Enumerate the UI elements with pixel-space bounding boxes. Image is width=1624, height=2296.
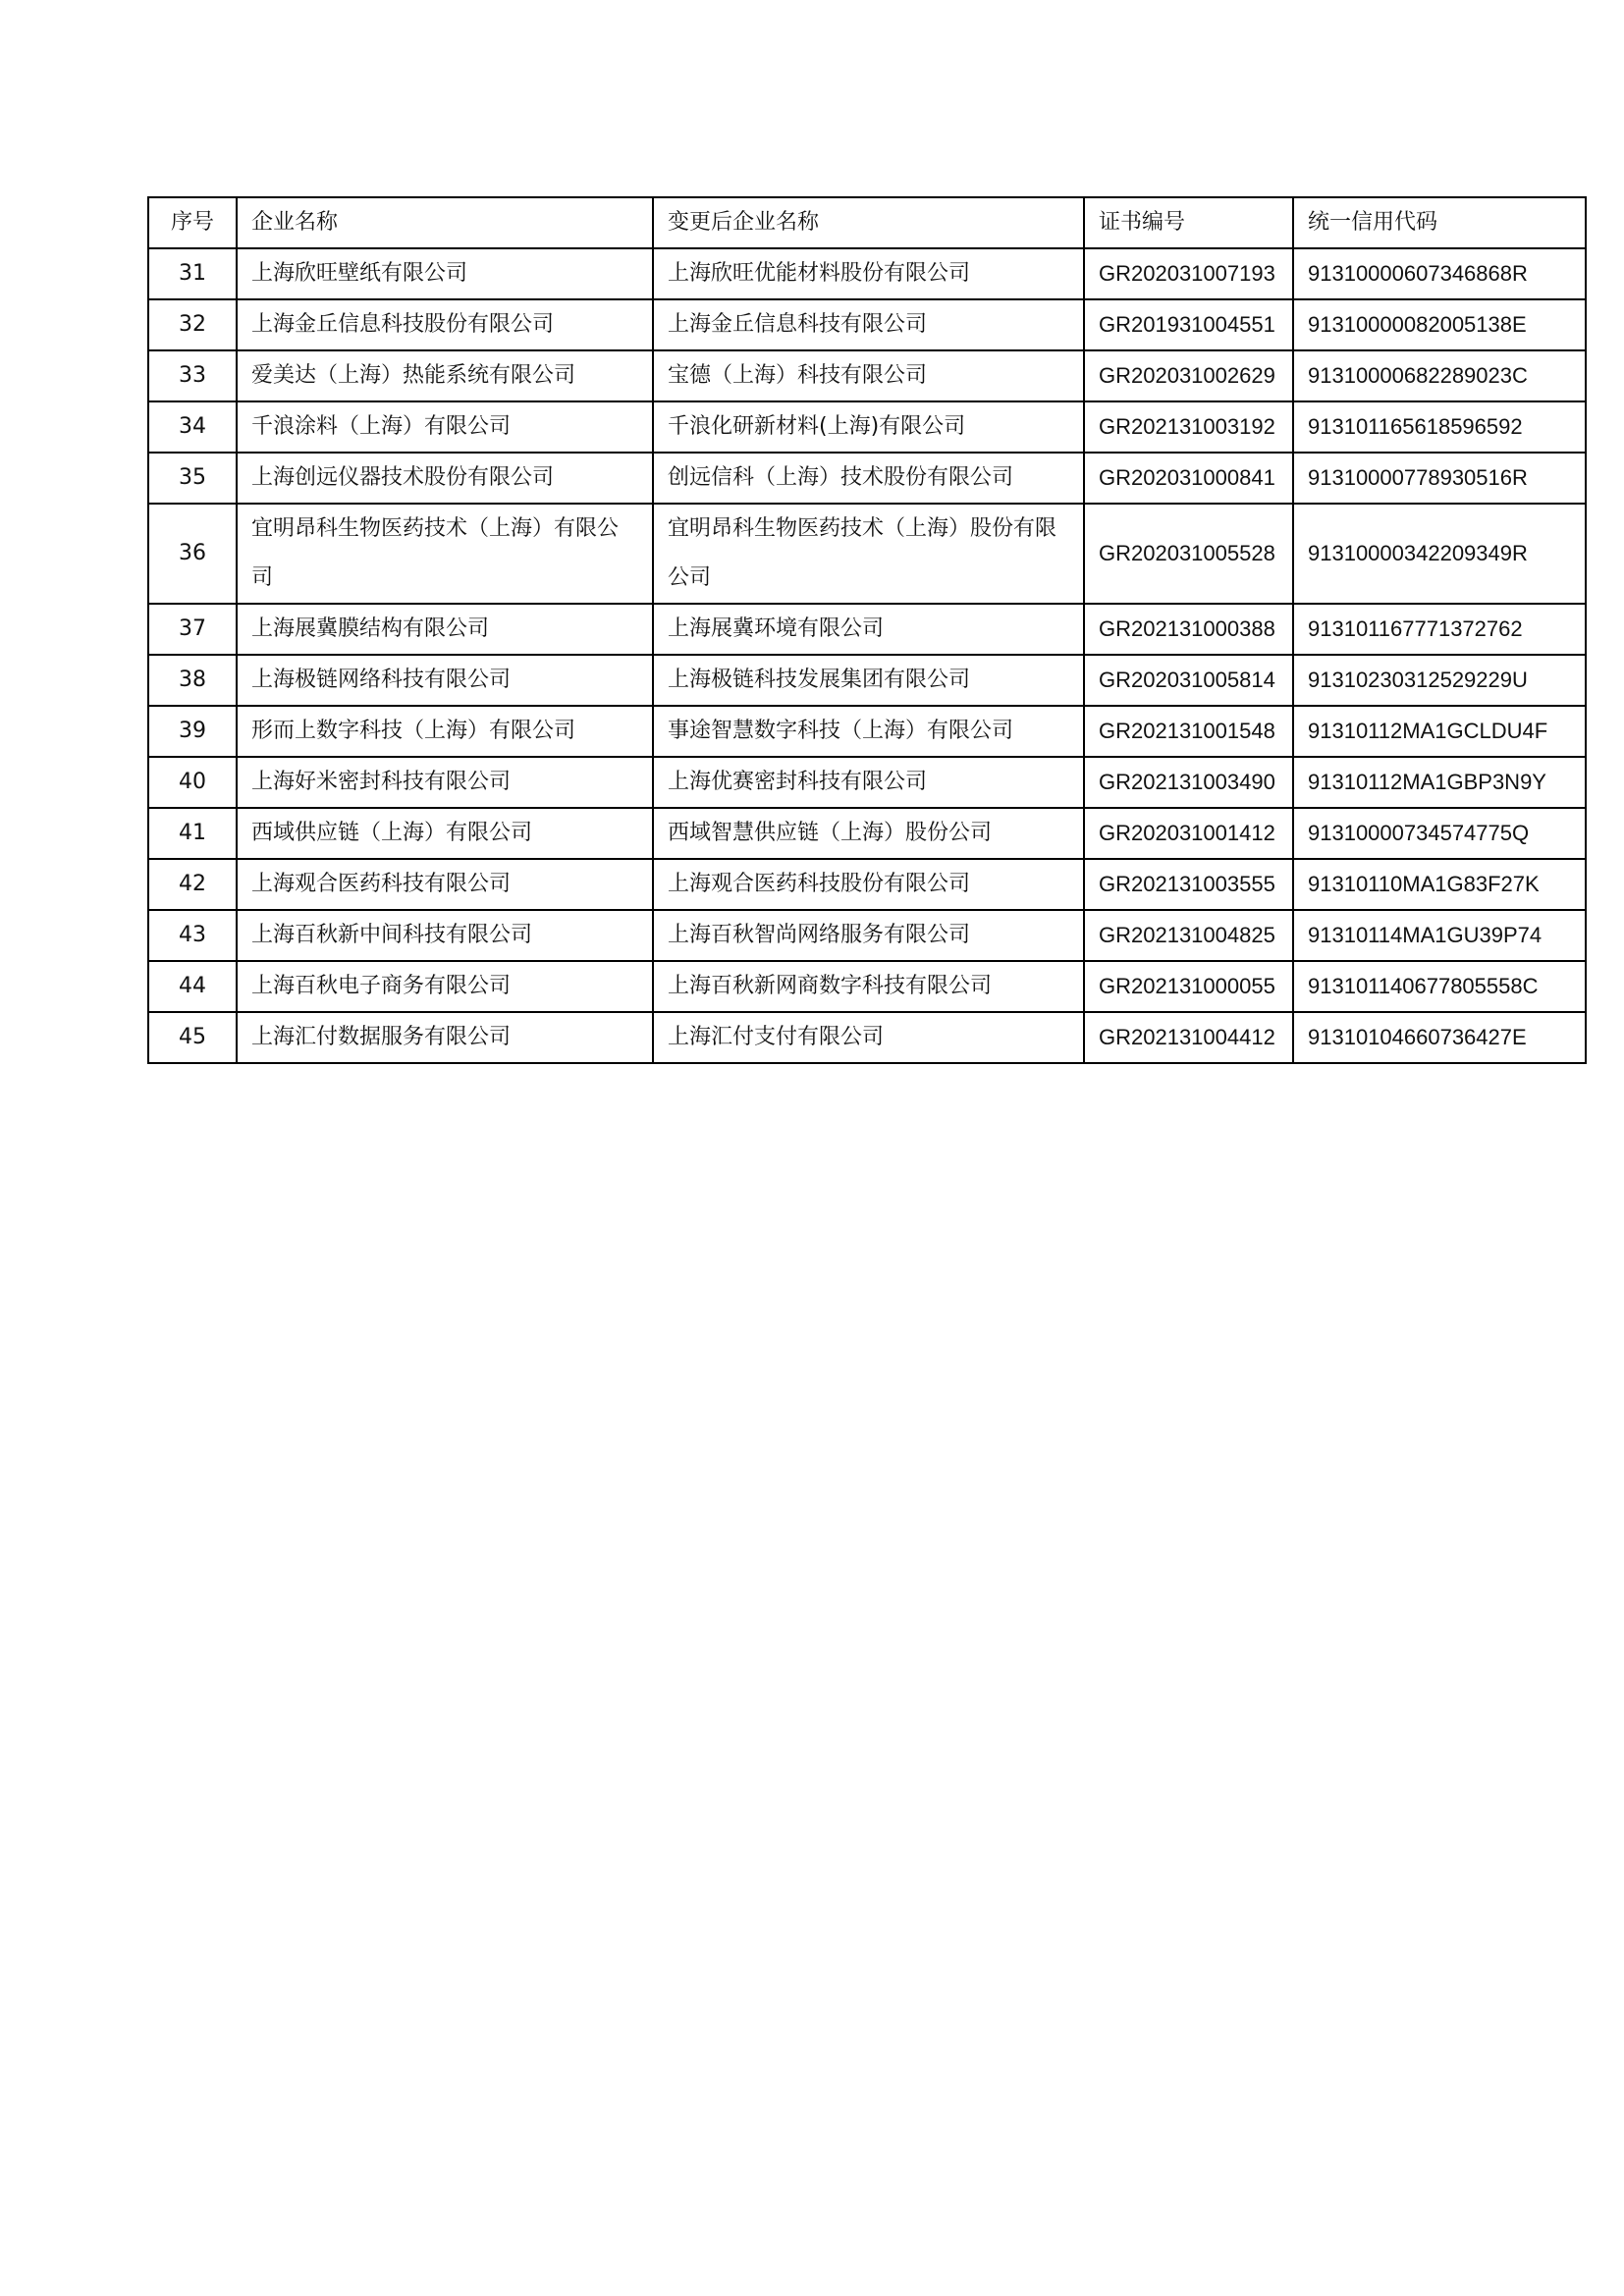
credit-code: 91310112MA1GCLDU4F [1293, 706, 1586, 757]
certificate-number: GR202031001412 [1084, 808, 1293, 859]
credit-code: 91310000342209349R [1293, 504, 1586, 604]
new-company-name: 上海汇付支付有限公司 [653, 1012, 1084, 1063]
header-new-company-name: 变更后企业名称 [653, 197, 1084, 248]
new-company-name: 上海极链科技发展集团有限公司 [653, 655, 1084, 706]
row-index: 33 [148, 350, 237, 401]
certificate-number: GR202131000388 [1084, 604, 1293, 655]
new-company-name: 西域智慧供应链（上海）股份公司 [653, 808, 1084, 859]
company-name: 形而上数字科技（上海）有限公司 [237, 706, 653, 757]
header-credit-code: 统一信用代码 [1293, 197, 1586, 248]
credit-code: 91310000734574775Q [1293, 808, 1586, 859]
header-certificate-number: 证书编号 [1084, 197, 1293, 248]
row-index: 31 [148, 248, 237, 299]
new-company-name: 上海欣旺优能材料股份有限公司 [653, 248, 1084, 299]
credit-code: 91310000082005138E [1293, 299, 1586, 350]
row-index: 34 [148, 401, 237, 453]
header-index: 序号 [148, 197, 237, 248]
credit-code: 91310000778930516R [1293, 453, 1586, 504]
table-row [148, 1012, 1586, 1063]
table-row [148, 859, 1586, 910]
company-name: 上海百秋电子商务有限公司 [237, 961, 653, 1012]
table-row [148, 504, 1586, 604]
new-company-name: 上海优赛密封科技有限公司 [653, 757, 1084, 808]
certificate-number: GR202031007193 [1084, 248, 1293, 299]
row-index: 39 [148, 706, 237, 757]
table-row [148, 453, 1586, 504]
table-row [148, 248, 1586, 299]
company-name: 宜明昂科生物医药技术（上海）有限公司 [237, 504, 653, 604]
credit-code: 91310110MA1G83F27K [1293, 859, 1586, 910]
company-name: 上海金丘信息科技股份有限公司 [237, 299, 653, 350]
company-name: 上海极链网络科技有限公司 [237, 655, 653, 706]
new-company-name: 上海百秋智尚网络服务有限公司 [653, 910, 1084, 961]
company-name: 上海观合医药科技有限公司 [237, 859, 653, 910]
new-company-name: 上海展冀环境有限公司 [653, 604, 1084, 655]
company-name: 上海百秋新中间科技有限公司 [237, 910, 653, 961]
credit-code: 91310230312529229U [1293, 655, 1586, 706]
credit-code: 91310112MA1GBP3N9Y [1293, 757, 1586, 808]
certificate-change-table [147, 196, 1587, 1064]
row-index: 38 [148, 655, 237, 706]
certificate-number: GR202131003192 [1084, 401, 1293, 453]
credit-code: 913101165618596592 [1293, 401, 1586, 453]
certificate-number: GR202031005814 [1084, 655, 1293, 706]
new-company-name: 千浪化研新材料(上海)有限公司 [653, 401, 1084, 453]
certificate-number: GR202031002629 [1084, 350, 1293, 401]
company-name: 上海汇付数据服务有限公司 [237, 1012, 653, 1063]
credit-code: 913101140677805558C [1293, 961, 1586, 1012]
company-name: 千浪涂料（上海）有限公司 [237, 401, 653, 453]
new-company-name: 创远信科（上海）技术股份有限公司 [653, 453, 1084, 504]
row-index: 40 [148, 757, 237, 808]
table-row [148, 808, 1586, 859]
row-index: 35 [148, 453, 237, 504]
certificate-number: GR202031000841 [1084, 453, 1293, 504]
row-index: 32 [148, 299, 237, 350]
certificate-number: GR202131003555 [1084, 859, 1293, 910]
certificate-number: GR202131004412 [1084, 1012, 1293, 1063]
row-index: 44 [148, 961, 237, 1012]
new-company-name: 上海金丘信息科技有限公司 [653, 299, 1084, 350]
certificate-number: GR202131004825 [1084, 910, 1293, 961]
credit-code: 913101167771372762 [1293, 604, 1586, 655]
new-company-name: 上海百秋新网商数字科技有限公司 [653, 961, 1084, 1012]
company-name: 上海创远仪器技术股份有限公司 [237, 453, 653, 504]
row-index: 45 [148, 1012, 237, 1063]
table-row [148, 706, 1586, 757]
certificate-number: GR202131001548 [1084, 706, 1293, 757]
new-company-name: 宝德（上海）科技有限公司 [653, 350, 1084, 401]
table-row [148, 655, 1586, 706]
table-row [148, 604, 1586, 655]
row-index: 41 [148, 808, 237, 859]
company-name: 上海展冀膜结构有限公司 [237, 604, 653, 655]
company-name: 西域供应链（上海）有限公司 [237, 808, 653, 859]
row-index: 36 [148, 504, 237, 604]
row-index: 37 [148, 604, 237, 655]
table-row [148, 299, 1586, 350]
company-name: 上海好米密封科技有限公司 [237, 757, 653, 808]
header-company-name: 企业名称 [237, 197, 653, 248]
credit-code: 91310000682289023C [1293, 350, 1586, 401]
company-name: 爱美达（上海）热能系统有限公司 [237, 350, 653, 401]
credit-code: 91310000607346868R [1293, 248, 1586, 299]
company-name: 上海欣旺壁纸有限公司 [237, 248, 653, 299]
credit-code: 91310114MA1GU39P74 [1293, 910, 1586, 961]
table-row [148, 961, 1586, 1012]
certificate-number: GR202131003490 [1084, 757, 1293, 808]
new-company-name: 宜明昂科生物医药技术（上海）股份有限公司 [653, 504, 1084, 604]
certificate-number: GR202131000055 [1084, 961, 1293, 1012]
table-row [148, 910, 1586, 961]
certificate-number: GR201931004551 [1084, 299, 1293, 350]
table-row [148, 350, 1586, 401]
new-company-name: 上海观合医药科技股份有限公司 [653, 859, 1084, 910]
new-company-name: 事途智慧数字科技（上海）有限公司 [653, 706, 1084, 757]
table-row [148, 401, 1586, 453]
table-header-row [148, 197, 1586, 248]
credit-code: 91310104660736427E [1293, 1012, 1586, 1063]
table-row [148, 757, 1586, 808]
certificate-number: GR202031005528 [1084, 504, 1293, 604]
row-index: 43 [148, 910, 237, 961]
row-index: 42 [148, 859, 237, 910]
